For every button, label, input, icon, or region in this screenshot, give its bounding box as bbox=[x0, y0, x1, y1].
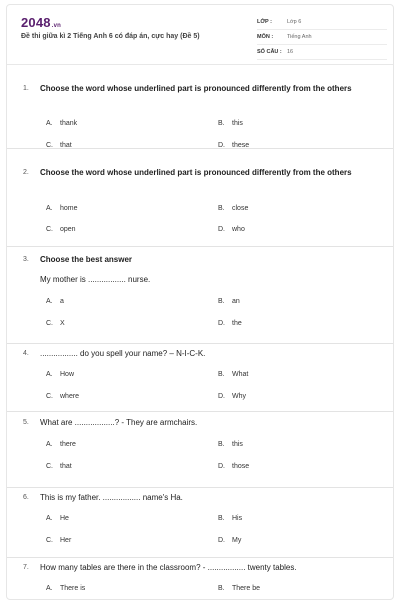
answer-option[interactable] bbox=[218, 585, 260, 592]
option-letter: C. bbox=[46, 463, 53, 470]
answer-option[interactable] bbox=[218, 537, 241, 544]
answer-option[interactable] bbox=[218, 205, 248, 212]
answer-option[interactable] bbox=[218, 142, 249, 149]
answer-option[interactable] bbox=[46, 142, 72, 149]
option-letter: D. bbox=[218, 320, 225, 327]
answer-option[interactable] bbox=[46, 515, 69, 522]
option-letter: B. bbox=[218, 120, 225, 127]
answer-option[interactable] bbox=[218, 120, 243, 127]
option-letter: A. bbox=[46, 585, 53, 592]
meta-value: Lớp 6 bbox=[287, 19, 302, 25]
option-letter: A. bbox=[46, 298, 53, 305]
answer-option[interactable] bbox=[218, 320, 242, 327]
answer-option[interactable] bbox=[46, 585, 85, 592]
option-text: My bbox=[232, 537, 242, 544]
question-text: Choose the best answer bbox=[40, 255, 133, 264]
question-number: 2. bbox=[23, 169, 29, 176]
option-text: There be bbox=[232, 585, 261, 592]
answer-option[interactable] bbox=[46, 298, 64, 305]
meta-row-count bbox=[257, 45, 387, 60]
meta-label: MÔN : bbox=[257, 34, 274, 40]
question-item bbox=[7, 248, 393, 344]
option-letter: D. bbox=[218, 142, 225, 149]
answer-option[interactable] bbox=[218, 393, 246, 400]
question-item bbox=[7, 488, 393, 558]
question-item bbox=[7, 558, 393, 600]
meta-label: SỐ CÂU : bbox=[257, 49, 282, 55]
question-subtext: My mother is ................. nurse. bbox=[40, 275, 151, 284]
logo-text: 2048 bbox=[21, 15, 51, 30]
question-text: Choose the word whose underlined part is pronounced differently from the others bbox=[40, 84, 352, 93]
question-text: What are ..................? - They are armchairs. bbox=[40, 418, 198, 427]
question-text: ................. do you spell your name? – N-I-C-K. bbox=[40, 349, 206, 358]
option-text: X bbox=[60, 320, 65, 327]
option-text: open bbox=[60, 226, 76, 233]
option-text: where bbox=[60, 393, 80, 400]
question-text: How many tables are there in the classroom? - ................. twenty tables. bbox=[40, 563, 297, 572]
option-text: who bbox=[232, 226, 245, 233]
option-text: Why bbox=[232, 393, 246, 400]
exam-header bbox=[7, 5, 393, 65]
question-item bbox=[7, 65, 393, 149]
answer-option[interactable] bbox=[46, 537, 71, 544]
option-text: an bbox=[232, 298, 240, 305]
answer-option[interactable] bbox=[46, 371, 74, 378]
meta-row-class bbox=[257, 15, 387, 30]
option-letter: D. bbox=[218, 463, 225, 470]
answer-option[interactable] bbox=[46, 441, 76, 448]
answer-option[interactable] bbox=[218, 441, 243, 448]
option-text: that bbox=[60, 463, 72, 470]
meta-value: 16 bbox=[287, 49, 294, 55]
option-text: Her bbox=[60, 537, 72, 544]
option-letter: A. bbox=[46, 515, 53, 522]
question-number: 4. bbox=[23, 350, 29, 357]
question-item bbox=[7, 412, 393, 488]
option-letter: B. bbox=[218, 205, 225, 212]
option-text: thank bbox=[60, 120, 78, 127]
exam-title: Đề thi giữa kì 2 Tiếng Anh 6 có đáp án, cực hay (Đề 5) bbox=[21, 33, 200, 40]
answer-option[interactable] bbox=[46, 320, 65, 327]
option-letter: C. bbox=[46, 537, 53, 544]
option-text: the bbox=[232, 320, 242, 327]
option-letter: C. bbox=[46, 226, 53, 233]
question-number: 5. bbox=[23, 419, 29, 426]
answer-option[interactable] bbox=[218, 298, 240, 305]
question-item bbox=[7, 163, 393, 247]
option-letter: B. bbox=[218, 298, 225, 305]
option-text: He bbox=[60, 515, 69, 522]
question-number: 6. bbox=[23, 494, 29, 501]
meta-value: Tiếng Anh bbox=[287, 34, 312, 40]
option-text: How bbox=[60, 371, 75, 378]
option-text: there bbox=[60, 441, 76, 448]
question-item bbox=[7, 344, 393, 412]
option-letter: B. bbox=[218, 515, 225, 522]
question-text: This is my father. ................. name's Ha. bbox=[40, 493, 183, 502]
option-letter: B. bbox=[218, 585, 225, 592]
meta-row-subject bbox=[257, 30, 387, 45]
answer-option[interactable] bbox=[46, 120, 77, 127]
option-text: What bbox=[232, 371, 249, 378]
question-number: 7. bbox=[23, 564, 29, 571]
exam-meta bbox=[257, 15, 387, 60]
logo-tld: .vn bbox=[51, 23, 62, 29]
option-letter: D. bbox=[218, 393, 225, 400]
answer-option[interactable] bbox=[218, 226, 245, 233]
option-letter: A. bbox=[46, 120, 53, 127]
answer-option[interactable] bbox=[218, 515, 242, 522]
option-text: His bbox=[232, 515, 243, 522]
answer-option[interactable] bbox=[46, 463, 72, 470]
option-letter: C. bbox=[46, 320, 53, 327]
option-text: close bbox=[232, 205, 249, 212]
option-letter: B. bbox=[218, 371, 225, 378]
option-letter: A. bbox=[46, 205, 53, 212]
option-text: this bbox=[232, 120, 243, 127]
option-letter: D. bbox=[218, 226, 225, 233]
option-letter: D. bbox=[218, 537, 225, 544]
option-text: this bbox=[232, 441, 243, 448]
option-letter: C. bbox=[46, 393, 53, 400]
exam-page bbox=[6, 4, 394, 600]
answer-option[interactable] bbox=[46, 226, 76, 233]
option-letter: A. bbox=[46, 371, 53, 378]
option-text: these bbox=[232, 142, 250, 149]
option-text: those bbox=[232, 463, 250, 470]
question-number: 1. bbox=[23, 85, 29, 92]
answer-option[interactable] bbox=[218, 371, 248, 378]
site-logo[interactable] bbox=[21, 15, 61, 30]
question-text: Choose the word whose underlined part is pronounced differently from the others bbox=[40, 168, 352, 177]
question-number: 3. bbox=[23, 256, 29, 263]
option-letter: B. bbox=[218, 441, 225, 448]
answer-option[interactable] bbox=[46, 205, 78, 212]
option-text: There is bbox=[60, 585, 86, 592]
option-letter: A. bbox=[46, 441, 53, 448]
answer-option[interactable] bbox=[46, 393, 79, 400]
option-text: that bbox=[60, 142, 72, 149]
option-text: home bbox=[60, 205, 78, 212]
option-text: a bbox=[60, 298, 64, 305]
option-letter: C. bbox=[46, 142, 53, 149]
answer-option[interactable] bbox=[218, 463, 249, 470]
meta-label: LỚP : bbox=[257, 19, 272, 25]
